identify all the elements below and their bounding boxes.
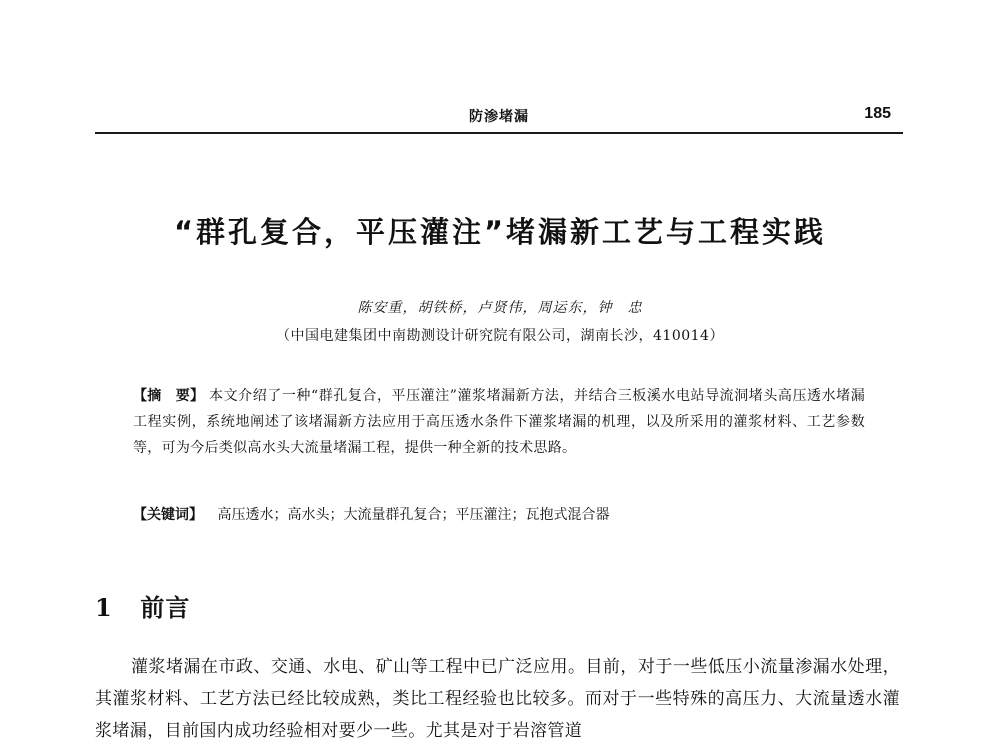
section-heading bbox=[95, 588, 190, 623]
keywords-label: 【关键词】 bbox=[133, 507, 203, 523]
article-title: “群孔复合，平压灌注”堵漏新工艺与工程实践 bbox=[173, 215, 827, 249]
keywords-text: 高压透水；高水头；大流量群孔复合；平压灌注；瓦抱式混合器 bbox=[217, 507, 610, 523]
keywords-block bbox=[133, 503, 865, 527]
section-title: 前言 bbox=[140, 593, 191, 622]
author-list: 陈安重，胡铁桥，卢贤伟，周运东，钟 忠 bbox=[357, 300, 643, 316]
author-affiliation: （中国电建集团中南勘测设计研究院有限公司，湖南长沙，410014） bbox=[276, 328, 724, 344]
abstract-label: 【摘 要】 bbox=[133, 388, 205, 404]
page-number: 185 bbox=[864, 105, 891, 122]
abstract-block bbox=[133, 383, 865, 461]
body-paragraph: 灌浆堵漏在市政、交通、水电、矿山等工程中已广泛应用。目前，对于一些低压小流量渗漏水处理，其灌浆材料、工艺方法已经比较成熟，类比工程经验也比较多。而对于一些特殊的高压力、大流量透水灌浆堵漏，目前国内成功经验相对要少一些。尤其是对于岩溶管道 bbox=[95, 657, 900, 741]
abstract-text: 本文介绍了一种“群孔复合，平压灌注”灌浆堵漏新方法，并结合三板溪水电站导流洞堵头高压透水堵漏工程实例，系统地阐述了该堵漏新方法应用于高压透水条件下灌浆堵漏的机理，以及所采用的灌浆材料、工艺参数等，可为今后类似高水头大流量堵漏工程，提供一种全新的技术思路。 bbox=[133, 388, 866, 456]
header-section-title: 防渗堵漏 bbox=[469, 109, 529, 125]
section-number: 1 bbox=[95, 593, 113, 622]
running-header bbox=[95, 104, 903, 134]
